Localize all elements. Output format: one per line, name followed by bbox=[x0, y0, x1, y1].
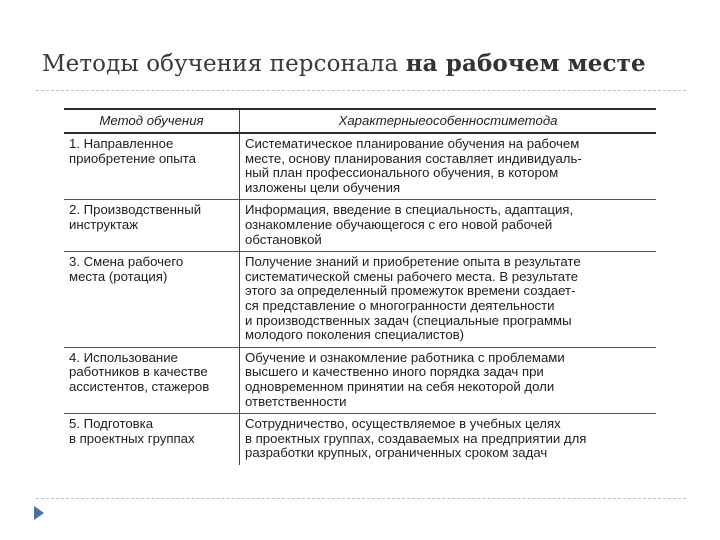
table-row bbox=[64, 414, 656, 465]
slide-title-regular: Методы обучения персонала bbox=[42, 51, 406, 77]
footer-divider bbox=[36, 498, 686, 499]
triangle-bullet-icon bbox=[34, 506, 44, 520]
description-cell: Получение знаний и приобретение опыта в результате систематической смены рабочего места. В результате этого за определенный промежуток времени создает- ся представление о многогранности деятельности и производственных задач (специальные программы молодого поколения специалистов) bbox=[245, 254, 581, 343]
slide-title-bold: на рабочем месте bbox=[405, 50, 646, 77]
method-cell: 4. Использование работников в качестве ассистентов, стажеров bbox=[69, 349, 210, 394]
description-cell: Систематическое планирование обучения на рабочем месте, основу планирования составляет индивидуаль- ный план профессионального обучения, в котором изложены цели обучения bbox=[245, 136, 582, 195]
description-cell: Информация, введение в специальность, адаптация, ознакомление обучающегося с его новой рабочей обстановкой bbox=[245, 202, 574, 247]
table-row bbox=[64, 252, 656, 348]
method-cell: 1. Направленное приобретение опыта bbox=[69, 136, 197, 166]
methods-table bbox=[64, 108, 656, 465]
table-row bbox=[64, 200, 656, 252]
table-row bbox=[64, 347, 656, 413]
description-cell: Обучение и ознакомление работника с проблемами высшего и качественно иного порядка задач при одновременном принятии на себя некоторой доли ответственности bbox=[245, 349, 565, 409]
method-cell: 2. Производственный инструктаж bbox=[69, 202, 202, 232]
header-method: Метод обучения bbox=[64, 109, 240, 133]
description-cell: Сотрудничество, осуществляемое в учебных целях в проектных группах, создаваемых на предприятии для разработки крупных, ограниченных сроком задач bbox=[245, 416, 587, 461]
method-cell: 3. Смена рабочего места (ротация) bbox=[69, 254, 184, 284]
table-row bbox=[64, 133, 656, 200]
method-cell: 5. Подготовка в проектных группах bbox=[69, 416, 195, 446]
slide-title bbox=[42, 50, 646, 77]
title-divider bbox=[36, 90, 686, 91]
header-features: Характерныеособенностиметода bbox=[240, 109, 657, 133]
table-header-row bbox=[64, 109, 656, 133]
